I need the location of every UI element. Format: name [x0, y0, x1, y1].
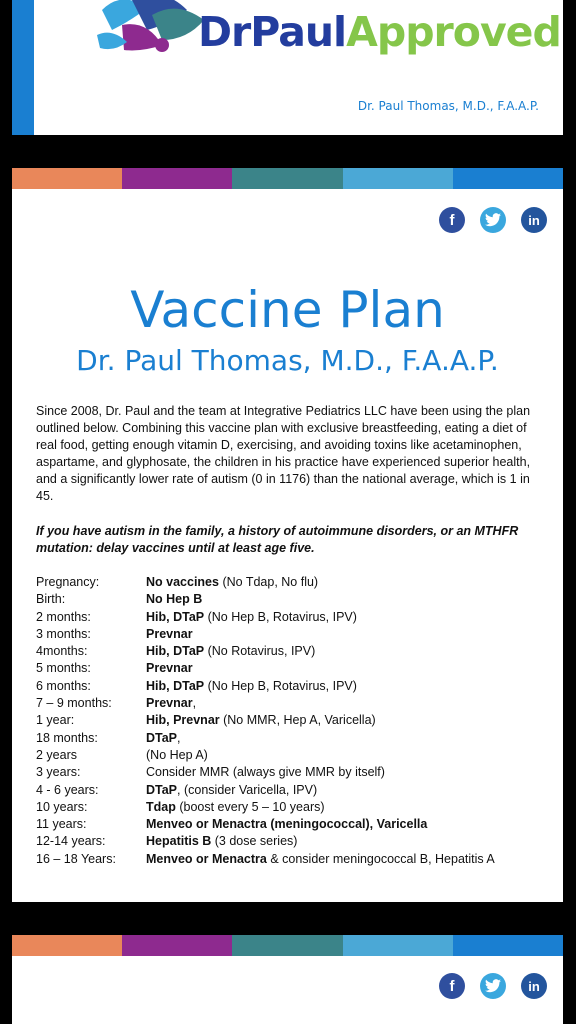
schedule-note: (No Hep B, Rotavirus, IPV) — [204, 609, 357, 624]
schedule-note: (No Hep B, Rotavirus, IPV) — [204, 678, 357, 693]
facebook-icon[interactable]: f — [439, 973, 465, 999]
color-band-segment — [453, 168, 563, 189]
schedule-note: & consider meningococcal B, Hepatitis A — [266, 851, 495, 866]
schedule-vaccine: Prevnar — [146, 696, 193, 711]
schedule-row — [36, 747, 551, 764]
schedule-plan — [146, 591, 202, 608]
schedule-plan — [146, 643, 315, 660]
schedule-note: , (consider Varicella, IPV) — [177, 782, 318, 797]
color-band-segment — [12, 168, 122, 189]
color-band-segment — [122, 168, 232, 189]
color-band-segment — [232, 168, 342, 189]
schedule-note: (No Tdap, No flu) — [218, 575, 319, 589]
schedule-vaccine: No vaccines — [146, 575, 219, 589]
schedule-row — [36, 851, 551, 868]
schedule-age: 3 months: — [36, 626, 91, 641]
footer-social-links — [439, 973, 547, 999]
schedule-row — [36, 730, 551, 747]
schedule-vaccine: Prevnar — [146, 661, 193, 676]
schedule-row — [36, 833, 551, 850]
page-subtitle: Dr. Paul Thomas, M.D., F.A.A.P. — [76, 344, 499, 377]
schedule-vaccine: DTaP — [146, 730, 178, 745]
schedule-row — [36, 678, 551, 695]
schedule-age: 3 years: — [36, 765, 81, 780]
twitter-icon[interactable] — [480, 207, 506, 233]
schedule-age: 2 years — [36, 747, 77, 762]
color-band-segment — [12, 935, 122, 956]
header-card — [12, 0, 563, 135]
schedule-vaccine: Hepatitis B — [146, 834, 212, 849]
schedule-vaccine: Prevnar — [146, 626, 193, 641]
schedule-note: (No Rotavirus, IPV) — [204, 644, 316, 659]
page-title: Vaccine Plan — [130, 281, 445, 339]
schedule-age: 10 years: — [36, 799, 88, 814]
schedule-age: 7 – 9 months: — [36, 696, 112, 711]
schedule-plan — [146, 678, 357, 695]
schedule-vaccine: Menveo or Menactra — [146, 851, 267, 866]
schedule-vaccine: Hib, DTaP — [146, 644, 205, 659]
intro-paragraph: Since 2008, Dr. Paul and the team at Integrative Pediatrics LLC have been using the plan outlined below. Combining this vaccine plan with exclusive breastfeeding, eating a diet of real food, getting enough vitamin D, exercising, and avoiding toxins like acetaminophen, aspartame, and glyphosate, the children in his practice have experienced superior health, and a significantly lower rate of autism (0 in 1176) than the national average, which is 1 in 45. — [36, 404, 531, 503]
schedule-plan — [146, 695, 196, 712]
warning-paragraph: If you have autism in the family, a history of autoimmune disorders, or an MTHFR mutation: delay vaccines until at least age five. — [36, 524, 519, 555]
schedule-age: 12-14 years: — [36, 834, 106, 849]
schedule-plan — [146, 747, 208, 764]
schedule-age: Birth: — [36, 592, 66, 607]
twitter-icon[interactable] — [480, 973, 506, 999]
schedule-plan — [146, 799, 325, 816]
schedule-age: 4months: — [36, 644, 88, 659]
logo-wordmark-part2: Approved — [346, 8, 561, 56]
header-byline: Dr. Paul Thomas, M.D., F.A.A.P. — [357, 99, 539, 113]
schedule-note: (3 dose series) — [211, 834, 298, 849]
schedule-row — [36, 799, 551, 816]
color-band-top — [12, 168, 563, 189]
schedule-age: 16 – 18 Years: — [36, 851, 116, 866]
schedule-plan — [146, 730, 181, 747]
schedule-age: 18 months: — [36, 730, 98, 745]
schedule-row — [36, 626, 551, 643]
schedule-age: 5 months: — [36, 661, 91, 676]
footer-card — [12, 956, 563, 1024]
linkedin-icon[interactable]: in — [521, 207, 547, 233]
color-band-bottom — [12, 935, 563, 956]
schedule-age: 1 year: — [36, 713, 75, 728]
social-links — [439, 207, 547, 233]
vaccine-plan-card — [12, 189, 563, 902]
color-band-segment — [453, 935, 563, 956]
facebook-icon[interactable]: f — [439, 207, 465, 233]
schedule-vaccine: No Hep B — [146, 592, 203, 607]
schedule-plan — [146, 816, 427, 833]
schedule-plan — [146, 764, 385, 781]
color-band-segment — [122, 935, 232, 956]
color-band-segment — [343, 168, 453, 189]
schedule-row — [36, 816, 551, 833]
schedule-row — [36, 712, 551, 729]
schedule-note: (No Hep A) — [146, 747, 208, 762]
schedule-row — [36, 574, 551, 591]
schedule-plan — [146, 712, 376, 729]
schedule-row — [36, 660, 551, 677]
schedule-note: (No MMR, Hep A, Varicella) — [219, 713, 376, 728]
schedule-row — [36, 695, 551, 712]
schedule-vaccine: DTaP — [146, 782, 178, 797]
color-band-segment — [343, 935, 453, 956]
header-accent-stripe — [12, 0, 34, 135]
schedule-plan — [146, 833, 297, 850]
schedule-note: , — [192, 696, 197, 711]
schedule-row — [36, 609, 551, 626]
logo-figures-icon — [92, 0, 210, 60]
schedule-plan — [146, 609, 357, 626]
schedule-age: 11 years: — [36, 817, 87, 832]
schedule-note: Consider MMR (always give MMR by itself) — [146, 765, 385, 780]
linkedin-icon[interactable]: in — [521, 973, 547, 999]
schedule-vaccine: Hib, DTaP — [146, 678, 205, 693]
schedule-age: Pregnancy: — [36, 575, 100, 589]
schedule-note: , — [177, 730, 181, 745]
logo-wordmark-part1: DrPaul — [198, 8, 347, 56]
schedule-plan — [146, 851, 495, 868]
schedule-vaccine: Hib, DTaP — [146, 609, 205, 624]
schedule-age: 2 months: — [36, 609, 91, 624]
schedule-plan — [146, 660, 193, 677]
schedule-row — [36, 782, 551, 799]
schedule-row — [36, 643, 551, 660]
schedule-vaccine: Tdap — [146, 799, 176, 814]
color-band-segment — [232, 935, 342, 956]
vaccine-schedule — [36, 574, 551, 868]
schedule-plan — [146, 574, 318, 591]
schedule-plan — [146, 626, 193, 643]
schedule-vaccine: Menveo or Menactra (meningococcal), Varicella — [146, 817, 428, 832]
schedule-age: 6 months: — [36, 678, 91, 693]
schedule-vaccine: Hib, Prevnar — [146, 713, 220, 728]
schedule-age: 4 - 6 years: — [36, 782, 99, 797]
schedule-row — [36, 764, 551, 781]
schedule-row — [36, 591, 551, 608]
schedule-note: (boost every 5 – 10 years) — [175, 799, 325, 814]
logo-wordmark — [198, 8, 561, 56]
schedule-plan — [146, 782, 317, 799]
